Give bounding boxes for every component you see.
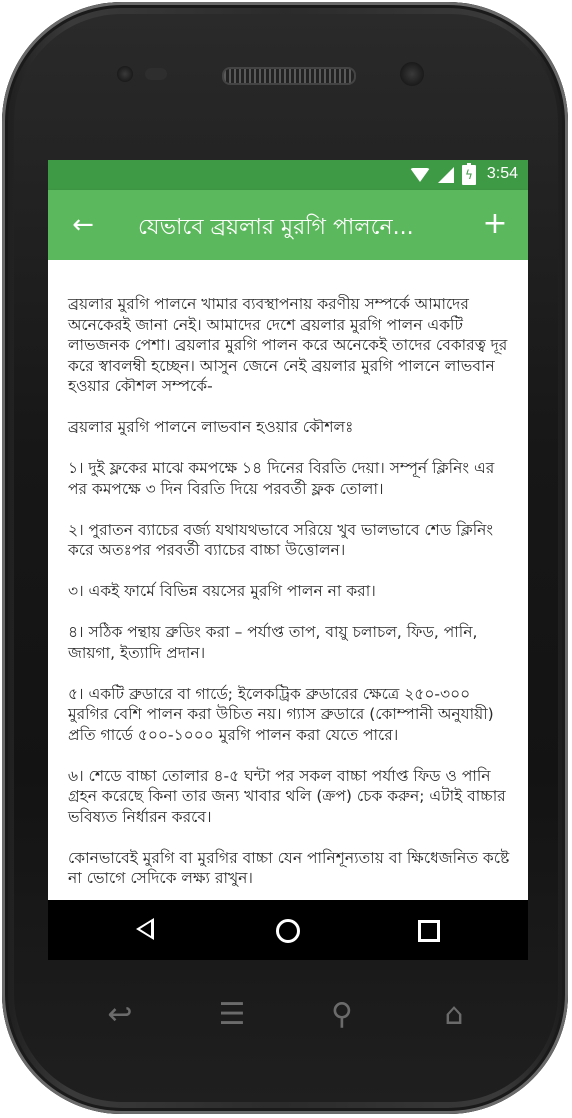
hardware-search-icon[interactable]: ⚲ [331, 997, 353, 1032]
article-paragraph: ৫। একটি ব্রুডারে বা গার্ডে; ইলেকট্রিক ব্রুডারের ক্ষেত্রে ২৫০-৩০০ মুরগির বেশি পালন করা উচিত নয়। গ্যাস ব্রুডারে (কোম্পানী অনুযায়ী) প্রতি গার্ডে ৫০০-১০০০ মুরগি পালন করা যেতে পারে। [68, 684, 494, 744]
hardware-menu-icon[interactable]: ☰ [218, 997, 246, 1032]
hardware-home-icon[interactable]: ⌂ [444, 997, 464, 1032]
article-paragraph: কোনভাবেই মুরগি বা মুরগির বাচ্চা যেন পানিশূন্যতায় বা ক্ষিধেজনিত কষ্টে না ভোগে সেদিকে লক্ষ্য রাখুন। [68, 848, 510, 887]
status-bar [48, 160, 528, 190]
navigation-bar [48, 900, 528, 960]
light-sensor-icon [117, 66, 133, 82]
article-paragraph: ৩। একই ফার্মে বিভিন্ন বয়সের মুরগি পালন না করা। [68, 582, 376, 600]
nav-recent-apps-icon[interactable] [418, 920, 440, 942]
page-title: যেভাবে ব্রয়লার মুরগি পালনে... [138, 215, 414, 240]
add-plus-icon[interactable]: + [482, 206, 508, 241]
screen [48, 160, 528, 960]
article-paragraph: ১। দুই ফ্লকের মাঝে কমপক্ষে ১৪ দিনের বিরতি দেয়া। সম্পূর্ন ক্লিনিং এর পর কমপক্ষে ৩ দিন বিরতি দিয়ে পরবর্তী ফ্লক তোলা। [68, 459, 495, 498]
article-paragraph: ৪। সঠিক পন্থায় ব্রুডিং করা – পর্যাপ্ত তাপ, বায়ু চলাচল, ফিড, পানি, জায়গা, ইত্যাদি প্রদান। [68, 623, 478, 662]
app-bar [48, 190, 528, 260]
article-heading: ব্রয়লার মুরগি পালনে লাভবান হওয়ার কৌশলঃ [68, 418, 354, 436]
hardware-back-icon[interactable]: ↩ [107, 997, 133, 1032]
article-paragraph: ৬। শেডে বাচ্চা তোলার ৪-৫ ঘন্টা পর সকল বাচ্চা পর্যাপ্ত ফিড ও পানি গ্রহন করেছে কিনা তার জন্য খাবার থলি (ক্রপ) চেক করুন; এটাই বাচ্চার ভবিষ্যত নির্ধারন করবে। [68, 766, 506, 826]
nav-back-icon[interactable] [136, 918, 154, 940]
wifi-icon [410, 168, 430, 182]
back-arrow-icon[interactable]: ← [72, 210, 94, 240]
article-body [68, 294, 514, 900]
battery-charging-icon: ϟ [462, 165, 476, 185]
earpiece-speaker [222, 67, 356, 85]
nav-home-icon[interactable] [276, 919, 300, 943]
proximity-sensor [145, 68, 167, 80]
status-time: 3:54 [486, 165, 518, 182]
front-camera-icon [400, 62, 424, 86]
signal-icon [438, 167, 454, 183]
article-paragraph: ২। পুরাতন ব্যাচের বর্জ্য যথাযথভাবে সরিয়ে খুব ভালভাবে শেড ক্লিনিং করে অতঃপর পরবর্তী ব্যাচের বাচ্চা উত্তোলন। [68, 520, 494, 559]
article-scroll-area[interactable] [48, 260, 528, 900]
article-paragraph: ব্রয়লার মুরগি পালনে খামার ব্যবস্থাপনায় করণীয় সম্পর্কে আমাদের অনেকেরই জানা নেই। আমাদের দেশে ব্রয়লার মুরগি পালন একটি লাভজনক পেশা। ব্রয়লার মুরগি পালন করে অনেকেই তাদের বেকারত্ব দূর করে স্বাবলম্বী হচ্ছেন। আসুন জেনে নেই ব্রয়লার মুরগি পালনে লাভবান হওয়ার কৌশল সম্পর্কে- [68, 295, 508, 395]
